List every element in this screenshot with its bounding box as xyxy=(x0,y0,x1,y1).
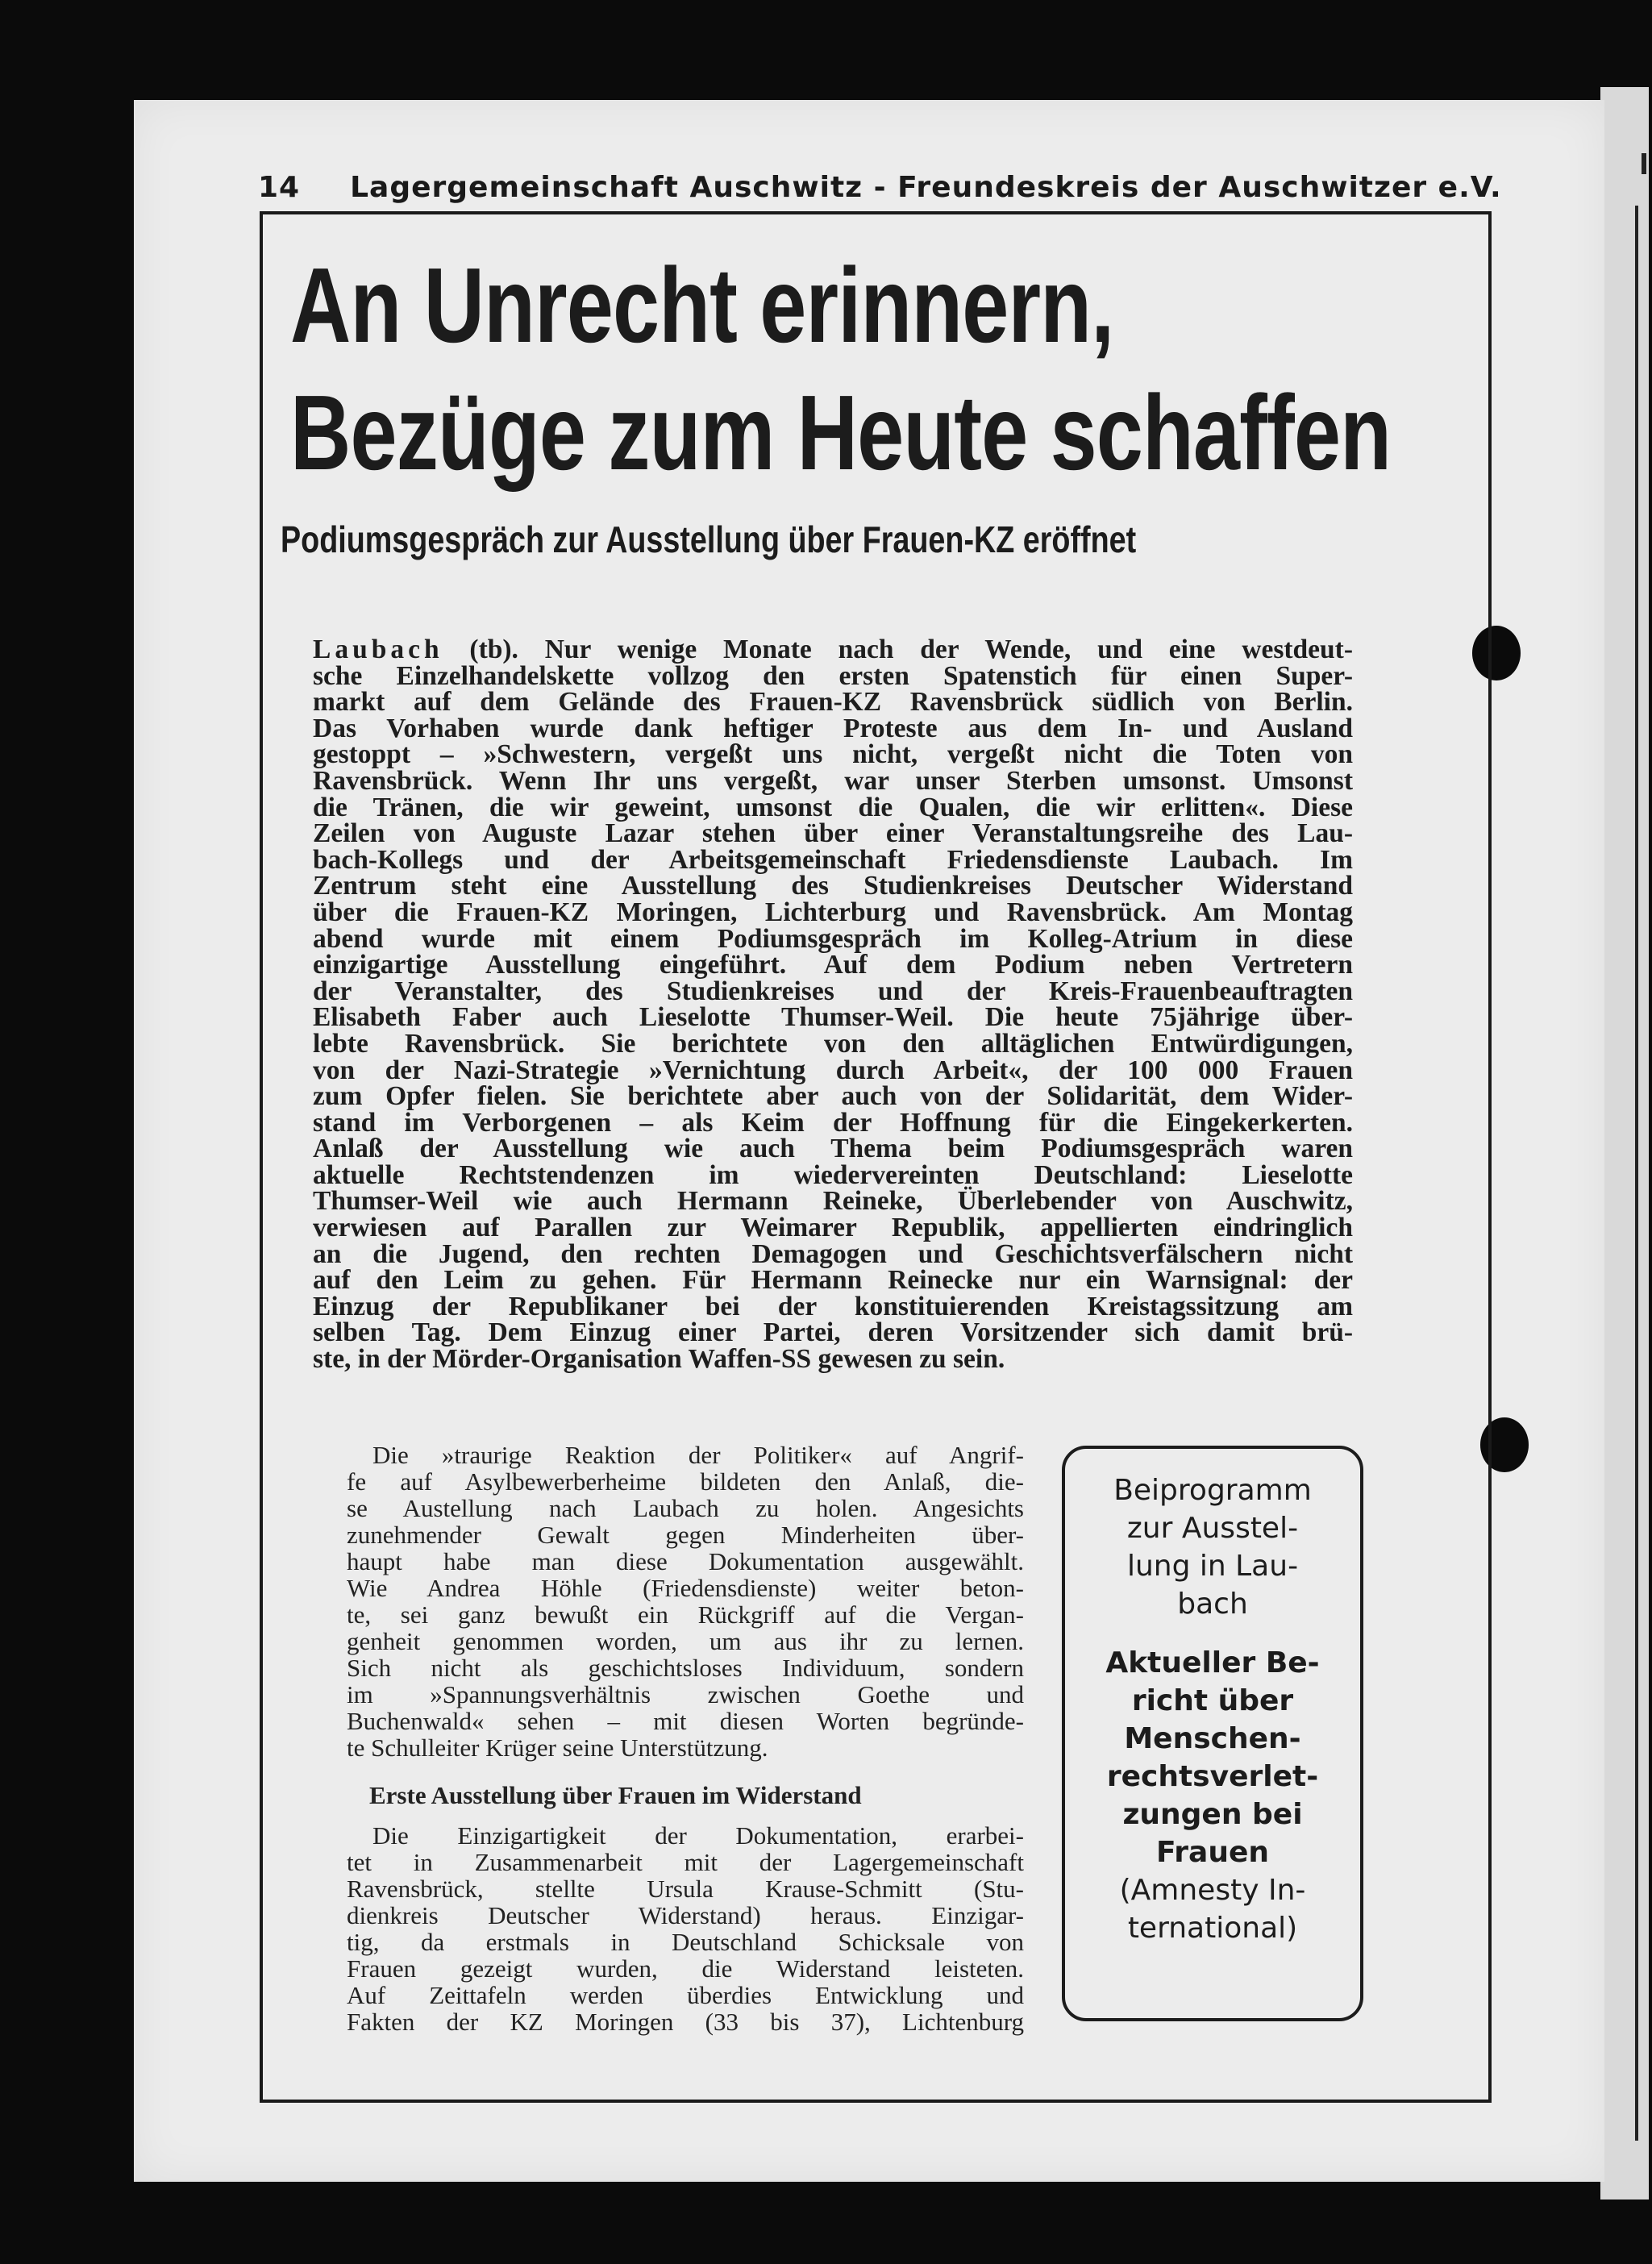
headline xyxy=(290,242,1392,497)
header-title: Lagergemeinschaft Auschwitz - Freundeskreis der Auschwitzer e.V. xyxy=(350,171,1502,204)
sidebar-line: Aktueller Be- xyxy=(1105,1646,1320,1679)
sidebar-line: Beiprogramm xyxy=(1113,1474,1312,1507)
body-line: Die Einzigartigkeit der Dokumentation, erarbei- xyxy=(372,1821,1024,1850)
lead-line: Ravensbrück. Wenn Ihr uns vergeßt, war unser Sterben umsonst. Umsonst xyxy=(313,765,1353,796)
next-page-edge xyxy=(1600,87,1649,2199)
lead-line: zum Opfer fielen. Sie berichtete aber auch von der Solidarität, dem Wider- xyxy=(313,1081,1353,1112)
sidebar-line: bach xyxy=(1177,1588,1248,1621)
lead-line: verwiesen auf Parallen zur Weimarer Republik, appellierten eindringlich xyxy=(313,1213,1353,1243)
headline-line-1: An Unrecht erinnern, xyxy=(290,246,1114,364)
lead-line xyxy=(313,637,1353,664)
sidebar-program-title xyxy=(1065,1471,1360,1623)
body-line: Frauen gezeigt wurden, die Widerstand leisteten. xyxy=(347,1954,1024,1983)
body-line: Ravensbrück, stellte Ursula Krause-Schmitt (Stu- xyxy=(347,1875,1024,1903)
page-number: 14 xyxy=(258,171,301,204)
lead-line: lebte Ravensbrück. Sie berichtete von den alltäglichen Entwürdigungen, xyxy=(313,1028,1353,1059)
body-column xyxy=(347,1442,1024,2035)
body-line: genheit genommen worden, um aus ihr zu lernen. xyxy=(347,1627,1024,1655)
lead-line: Elisabeth Faber auch Lieselotte Thumser-Weil. Die heute 75jährige über- xyxy=(313,1002,1353,1033)
lead-paragraph xyxy=(313,637,1353,1373)
lead-line: bach-Kollegs und der Arbeitsgemeinschaft Friedensdienste Laubach. Im xyxy=(313,844,1353,875)
body-line: se Austellung nach Laubach zu holen. Angesichts xyxy=(347,1494,1024,1522)
lead-line: über die Frauen-KZ Moringen, Lichterburg und Ravensbrück. Am Montag xyxy=(313,897,1353,927)
lead-line: stand im Verborgenen – als Keim der Hoffnung für die Eingekerkerten. xyxy=(313,1107,1353,1138)
sidebar-line: zur Ausstel- xyxy=(1126,1512,1299,1545)
lead-line: gestoppt – »Schwestern, vergeßt uns nicht, vergeßt nicht die Toten von xyxy=(313,739,1353,770)
lead-line: Zeilen von Auguste Lazar stehen über einer Veranstaltungsreihe des Lau- xyxy=(313,818,1353,849)
sidebar-line: Frauen xyxy=(1155,1836,1269,1869)
lead-line: selben Tag. Dem Einzug einer Partei, deren Vorsitzender sich damit brü- xyxy=(313,1317,1353,1348)
body-line: haupt habe man diese Dokumentation ausgewählt. xyxy=(347,1547,1024,1575)
headline-line-2: Bezüge zum Heute schaffen xyxy=(290,373,1392,492)
body-line: Die »traurige Reaktion der Politiker« auf Angrif- xyxy=(372,1441,1024,1469)
body-line: te, sei ganz bewußt ein Rückgriff auf die Vergan- xyxy=(347,1600,1024,1629)
next-page-mark xyxy=(1642,153,1646,174)
lead-line: markt auf dem Gelände des Frauen-KZ Ravensbrück südlich von Berlin. xyxy=(313,687,1353,718)
body-line: dienkreis Deutscher Widerstand) heraus. Einzigar- xyxy=(347,1901,1024,1929)
next-page-frame-line xyxy=(1635,206,1638,2141)
lead-line: sche Einzelhandelskette vollzog den ersten Spatenstich für einen Super- xyxy=(313,660,1353,691)
lead-line: Das Vorhaben wurde dank heftiger Proteste aus dem In- und Ausland xyxy=(313,713,1353,743)
lead-line: Thumser-Weil wie auch Hermann Reineke, Überlebender von Auschwitz, xyxy=(313,1186,1353,1217)
lead-line-text: (tb). Nur wenige Monate nach der Wende, und eine westdeut- xyxy=(443,635,1353,664)
body-line: tet in Zusammenarbeit mit der Lagergemeinschaft xyxy=(347,1848,1024,1876)
lead-line: Anlaß der Ausstellung wie auch Thema beim Podiumsgespräch waren xyxy=(313,1134,1353,1164)
sidebar-line: (Amnesty In- xyxy=(1119,1874,1306,1907)
lead-line: Zentrum steht eine Ausstellung des Studienkreises Deutscher Widerstand xyxy=(313,871,1353,901)
section-subheading: Erste Ausstellung über Frauen im Widerstand xyxy=(369,1781,862,1809)
sidebar-line: zungen bei xyxy=(1122,1798,1303,1831)
lead-line: der Veranstalter, des Studienkreises und der Kreis-Frauenbeauftragten xyxy=(313,976,1353,1006)
sidebar-box xyxy=(1062,1446,1363,2021)
lead-line: von der Nazi-Strategie »Vernichtung durch Arbeit«, der 100 000 Frauen xyxy=(313,1055,1353,1085)
lead-line: einzigartige Ausstellung eingeführt. Auf dem Podium neben Vertretern xyxy=(313,950,1353,980)
sidebar-report-title xyxy=(1065,1644,1360,1871)
sidebar-line: lung in Lau- xyxy=(1126,1550,1299,1583)
body-line: im »Spannungsverhältnis zwischen Goethe und xyxy=(347,1680,1024,1708)
body-line: Wie Andrea Höhle (Friedensdienste) weiter beton- xyxy=(347,1574,1024,1602)
sidebar-line: Menschen- xyxy=(1124,1722,1301,1755)
body-line: zunehmender Gewalt gegen Minderheiten über- xyxy=(347,1521,1024,1549)
body-line: Buchenwald« sehen – mit diesen Worten begründe- xyxy=(347,1707,1024,1735)
body-line: Auf Zeittafeln werden überdies Entwicklung und xyxy=(347,1981,1024,2009)
lead-line: abend wurde mit einem Podiumsgespräch im Kolleg-Atrium in diese xyxy=(313,923,1353,954)
lead-line: auf den Leim zu gehen. Für Hermann Reinecke nur ein Warnsignal: der xyxy=(313,1265,1353,1296)
lead-line: die Tränen, die wir geweint, umsonst die Qualen, die wir erlitten«. Diese xyxy=(313,792,1353,822)
sidebar-line: ternational) xyxy=(1127,1912,1298,1945)
lead-line: ste, in der Mörder-Organisation Waffen-SS gewesen zu sein. xyxy=(313,1344,1005,1375)
lead-line: aktuelle Rechtstendenzen im wiedervereinten Deutschland: Lieselotte xyxy=(313,1159,1353,1190)
dateline: Laubach xyxy=(313,635,443,664)
page-header xyxy=(258,171,1502,204)
lead-line: Einzug der Republikaner bei der konstituierenden Kreistagssitzung am xyxy=(313,1291,1353,1321)
body-line: te Schulleiter Krüger seine Unterstützung. xyxy=(347,1733,768,1762)
sidebar-line: rechtsverlet- xyxy=(1106,1760,1319,1793)
body-line: fe auf Asylbewerberheime bildeten den Anlaß, die- xyxy=(347,1467,1024,1496)
body-line: Sich nicht als geschichtsloses Individuum, sondern xyxy=(347,1654,1024,1682)
body-line: tig, da erstmals in Deutschland Schicksale von xyxy=(347,1928,1024,1956)
sidebar-source xyxy=(1065,1871,1360,1947)
body-line: Fakten der KZ Moringen (33 bis 37), Lichtenburg xyxy=(347,2008,1024,2036)
sidebar-line: richt über xyxy=(1131,1684,1294,1717)
subheadline: Podiumsgespräch zur Ausstellung über Frauen-KZ eröffnet xyxy=(281,518,1137,560)
lead-line: an die Jugend, den rechten Demagogen und Geschichtsverfälschern nicht xyxy=(313,1238,1353,1269)
